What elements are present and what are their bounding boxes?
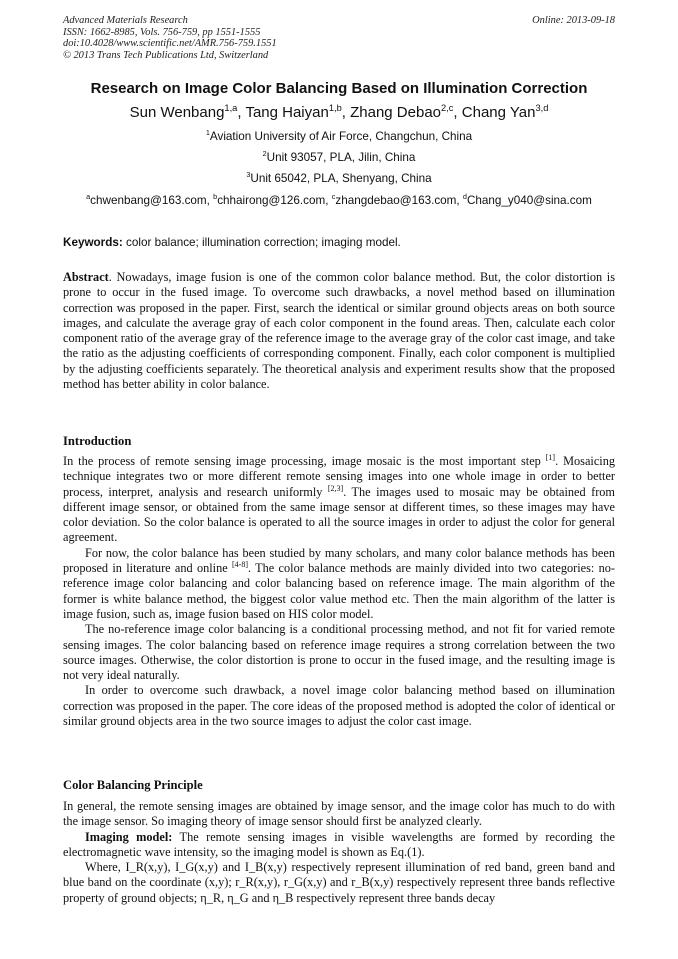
paper-title: Research on Image Color Balancing Based on Illumination Correction	[90, 80, 588, 97]
affiliation-sup: 1	[205, 128, 210, 138]
paragraph-text: . Mosaicing technique integrates two or more different remote sensing images into one whole image in order to better process, interpret, analysis and research uniformly	[63, 454, 615, 499]
journal-name: Advanced Materials Research	[63, 15, 188, 26]
email-list: $^a$chwenbang@163.com, $^b$chhairong@126.com, $^c$zhangdebao@163.com, $^d$Chang_y040@sina.com	[86, 192, 592, 207]
email: zhangdebao@163.com	[335, 194, 457, 207]
abstract-label: Abstract	[63, 270, 109, 284]
paragraph-text: . The images used to mosaic may be obtained from different image sensor, or obtained from the same image sensor at different times, so these images may have color deviation. So the color balance is operated to all the source images in order to adjust the color for general agreement.	[63, 484, 615, 545]
email-sup: d	[462, 192, 467, 202]
affiliation-3	[40, 172, 638, 186]
paragraph: Where, I_R(x,y), I_G(x,y) and I_B(x,y) respectively represent illumination of red band, green band and blue band on the coordinate (x,y); r_R(x,y), r_G(x,y) and r_B(x,y) respectively represent three bands reflective property of ground objects; η_R, η_G and η_B respectively represent three bands decay	[63, 860, 615, 905]
introduction-body	[63, 454, 615, 729]
keywords-label: Keywords:	[63, 236, 123, 249]
email: Chang_y040@sina.com	[466, 194, 592, 207]
paragraph-text: In the process of remote sensing image processing, image mosaic is the most important step	[63, 454, 546, 468]
keywords-text: color balance; illumination correction; imaging model.	[126, 236, 401, 249]
affiliation-sup: 2	[262, 149, 267, 159]
paragraph	[63, 830, 615, 861]
author-name: Sun Wenbang	[129, 104, 225, 121]
email-sup: b	[213, 192, 218, 202]
paragraph-text: For now, the color balance has been studied by many scholars, and many color balance methods has been proposed in literature and online	[63, 545, 615, 576]
paragraph-label: Imaging model:	[85, 829, 173, 844]
author-sup: 1,b	[328, 103, 342, 113]
paragraph-text: The remote sensing images in visible wavelengths are formed by recording the electromagnetic wave intensity, so the imaging model is shown as Eq.(1).	[63, 829, 615, 859]
journal-header	[63, 15, 615, 61]
email: chhairong@126.com	[217, 194, 326, 207]
email-sup: c	[331, 192, 336, 202]
citation: [2,3]	[327, 483, 344, 493]
affiliation-text: Aviation University of Air Force, Changchun, China	[209, 130, 473, 143]
abstract-text: . Nowadays, image fusion is one of the common color balance method. But, the color distortion is prone to occur in the fused image. To overcome such drawbacks, a novel method based on illumination correction was proposed in the paper. First, search the identical or similar ground objects areas on both source images, and calculate the average gray of each color component in the found areas. Then, calculate each color component ratio of the average gray of the reference image to the average gray of the color cast image, and take the ratio as the adjusting coefficients of corresponding component. Finally, each color component is multiplied by the adjusting coefficients separately. The theoretical analysis and experiment results show that the proposed method has better ability in color balance.	[63, 270, 615, 392]
email: chwenbang@163.com	[90, 194, 207, 207]
journal-copyright: © 2013 Trans Tech Publications Ltd, Switzerland	[63, 49, 269, 61]
keywords	[63, 236, 615, 250]
author-list: Sun Wenbang$^{1,a}$, Tang Haiyan$^{1,b}$, Zhang Debao$^{2,c}$, Chang Yan$^{3,d}$	[129, 103, 549, 121]
author-name: Zhang Debao	[350, 104, 442, 121]
author-sup: 3,d	[535, 103, 549, 113]
affiliation-sup: 3	[246, 170, 251, 180]
author-name: Chang Yan	[461, 104, 536, 121]
principle-heading: Color Balancing Principle	[63, 778, 203, 792]
paragraph	[63, 546, 615, 622]
online-date: Online: 2013-09-18	[532, 15, 615, 26]
affiliation-text: Unit 65042, PLA, Shenyang, China	[250, 172, 432, 185]
affiliation-text: Unit 93057, PLA, Jilin, China	[266, 151, 416, 164]
citation: [1]	[545, 452, 556, 462]
citation: [4-8]	[232, 559, 248, 569]
paragraph: The no-reference image color balancing is a conditional processing method, and not fit for varied remote sensing images. The color balancing based on reference image requires a strong correlation between the two source images. Otherwise, the color distortion is prone to occur in the fused image, and the resulting image is not very ideal naturally.	[63, 622, 615, 683]
introduction-heading: Introduction	[63, 434, 132, 448]
abstract	[63, 270, 615, 392]
journal-doi: doi:10.4028/www.scientific.net/AMR.756-759.1551	[63, 38, 277, 50]
paragraph: In order to overcome such drawback, a novel image color balancing method based on illumination correction was proposed in the paper. The core ideas of the proposed method is adopted the color of identical or similar ground objects area in the two source images to adjust the color cast image.	[63, 683, 615, 729]
author-name: Tang Haiyan	[245, 104, 329, 121]
affiliation-2	[40, 151, 638, 165]
author-sup: 2,c	[441, 103, 454, 113]
affiliation-1	[40, 130, 638, 144]
paragraph: In general, the remote sensing images are obtained by image sensor, and the image color has much to do with the image sensor. So imaging theory of image sensor should first be analyzed clearly.	[63, 799, 615, 829]
paragraph-text: . The color balance methods are mainly divided into two categories: no-reference image color balancing and color balancing based on reference image. The main algorithm of the former is white balance method, the biggest color value method etc. Then the main algorithm of the latter is image fusion, such as, image fusion based on HIS color model.	[63, 561, 615, 621]
email-sup: a	[86, 192, 91, 202]
author-sup: 1,a	[224, 103, 238, 113]
principle-body	[63, 799, 615, 906]
journal-issn: ISSN: 1662-8985, Vols. 756-759, pp 1551-1555	[63, 26, 261, 38]
paragraph	[63, 454, 615, 546]
